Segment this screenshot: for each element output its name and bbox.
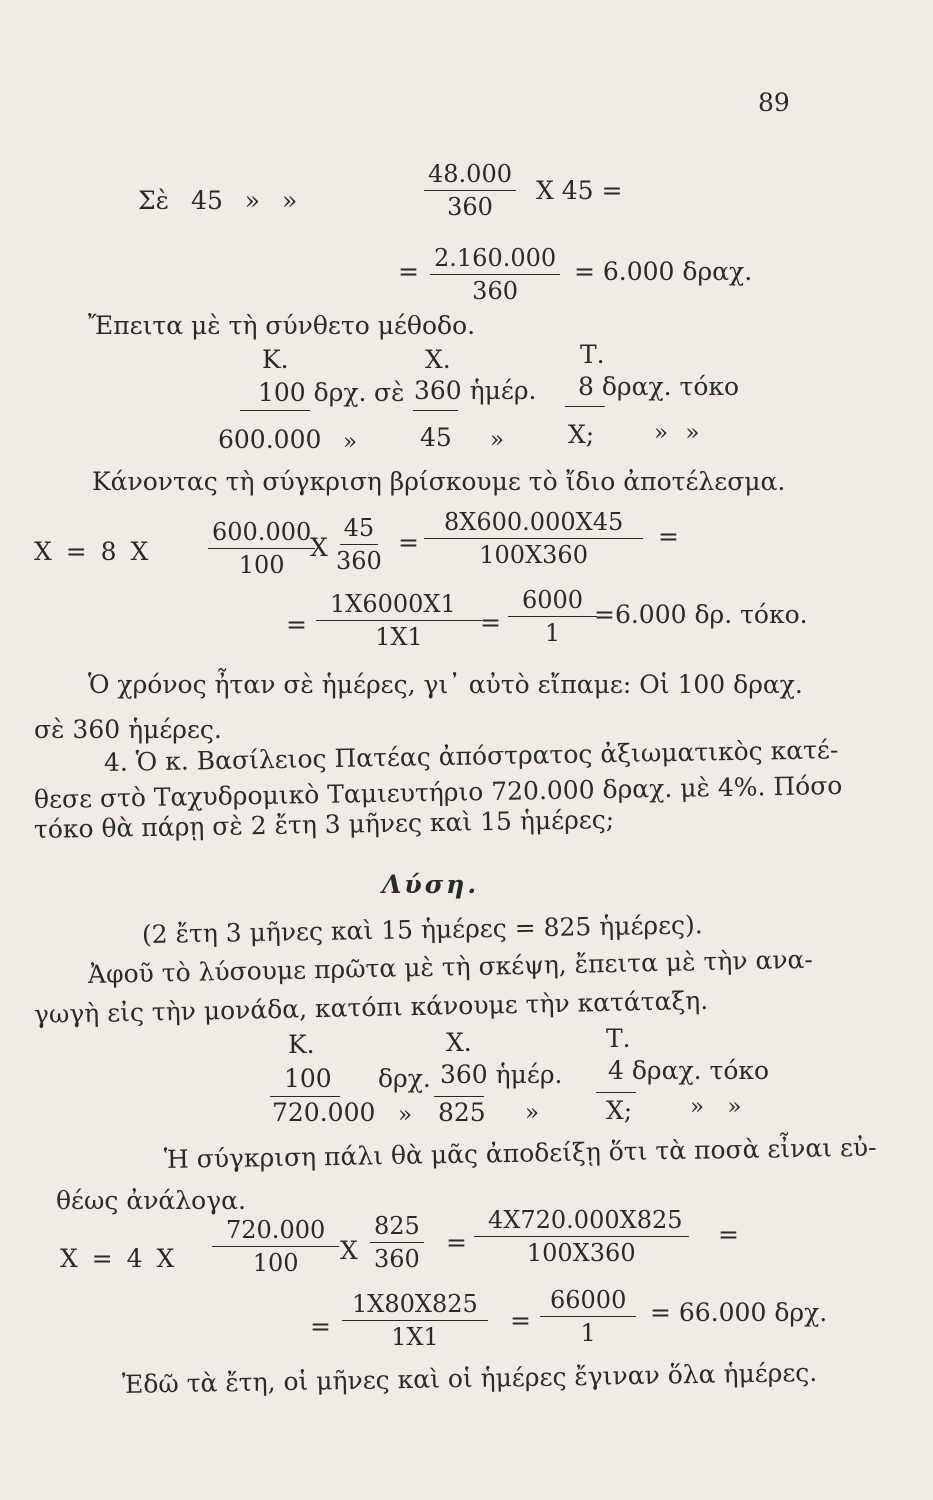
fraction — [370, 1212, 424, 1273]
problem-text: 4. Ὁ κ. Βασίλειος Πατέας ἀπόστρατος ἀξιωματικὸς κατέ- — [103, 735, 839, 777]
fraction-numerator: 600.000 — [208, 518, 315, 549]
table-cell: Χ; — [606, 1096, 633, 1125]
problem-text: τόκο θὰ πάρῃ σὲ 2 ἔτη 3 μῆνες καὶ 15 ἡμέρες; — [33, 804, 615, 844]
equals-sign: = — [310, 1312, 331, 1341]
calc-result: =6.000 δρ. τόκο. — [594, 600, 808, 629]
table-cell: » — [343, 429, 358, 455]
fraction — [540, 1286, 636, 1347]
table-cell: 360 ἡμέρ. — [414, 376, 537, 405]
calc-lhs: Χ = 4 Χ — [60, 1244, 175, 1273]
text-line: Ὁ χρόνος ἦταν σὲ ἡμέρες, γι᾽ αὐτὸ εἴπαμε: Οἱ 100 δραχ. — [88, 670, 803, 699]
table-cell: 100 — [284, 1064, 332, 1093]
fraction-denominator: 1 — [544, 619, 561, 647]
fraction-denominator: 100 — [238, 551, 285, 579]
fraction-48000-360 — [424, 160, 516, 221]
fraction-numerator: 48.000 — [424, 160, 516, 191]
equals-sign: = — [398, 257, 419, 286]
fraction-numerator: 2.160.000 — [430, 244, 560, 275]
table-cell: 600.000 — [218, 425, 322, 454]
table-rule — [434, 1096, 484, 1097]
calc-result: = 6.000 δραχ. — [574, 257, 753, 286]
header-k: Κ. — [288, 1030, 315, 1059]
fraction-numerator: 4Χ720.000Χ825 — [474, 1206, 689, 1237]
multiply-sign: Χ — [340, 1236, 358, 1265]
header-t: Τ. — [580, 340, 605, 369]
table-cell: 4 δραχ. τόκο — [608, 1056, 770, 1085]
text-line: Ἡ σύγκριση πάλι θὰ μᾶς ἀποδείξῃ ὅτι τὰ ποσὰ εἶναι εὐ- — [163, 1132, 877, 1174]
table-cell: δρχ. — [378, 1064, 431, 1093]
final-text-line: Ἐδῶ τὰ ἔτη, οἱ μῆνες καὶ οἱ ἡμέρες ἔγιναν ὅλα ἡμέρες. — [121, 1357, 818, 1399]
table-rule — [240, 410, 310, 411]
fraction — [508, 586, 597, 647]
header-x: Χ. — [425, 345, 451, 374]
table-cell: » — [398, 1102, 413, 1128]
table-cell: 360 ἡμέρ. — [440, 1060, 563, 1089]
calc-line-prefix: Σὲ 45 » » — [138, 186, 298, 215]
fraction-numerator: 45 — [340, 514, 379, 545]
equals-sign: = — [398, 528, 419, 557]
fraction — [474, 1206, 689, 1267]
table-cell: 45 — [420, 423, 452, 452]
fraction-2160000-360 — [430, 244, 560, 305]
table-cell: 8 δραχ. τόκο — [578, 372, 740, 401]
table-rule — [413, 410, 458, 411]
fraction-numerator: 66000 — [540, 1286, 636, 1317]
equals-sign: = — [718, 1220, 739, 1249]
fraction-denominator: 360 — [472, 277, 518, 305]
fraction-denominator: 360 — [374, 1245, 420, 1273]
equals-sign: = — [286, 610, 307, 639]
fraction-numerator: 720.000 — [212, 1216, 339, 1247]
fraction — [336, 514, 382, 575]
text-line: θέως ἀνάλογα. — [56, 1186, 246, 1215]
equals-sign: = — [480, 608, 501, 637]
calc-lhs: Χ = 8 Χ — [34, 537, 149, 566]
table-cell: 720.000 — [272, 1098, 376, 1127]
equals-sign: = — [658, 522, 679, 551]
fraction-numerator: 1Χ6000Χ1 — [316, 590, 482, 621]
table-cell: σὲ — [374, 378, 405, 407]
fraction — [424, 508, 643, 569]
calc-result: = 66.000 δρχ. — [650, 1298, 828, 1327]
table-cell: » » — [690, 1094, 742, 1120]
fraction-numerator: 6000 — [508, 586, 597, 617]
table-rule — [565, 406, 605, 407]
solution-text: γωγὴ εἰς τὴν μονάδα, κατόπι κάνουμε τὴν κατάταξη. — [33, 985, 709, 1029]
fraction-denominator: 360 — [447, 193, 493, 221]
fraction-denominator: 360 — [336, 547, 382, 575]
table-rule — [270, 1096, 340, 1097]
table-cell: 100 δρχ. — [258, 378, 367, 407]
solution-text: (2 ἔτη 3 μῆνες καὶ 15 ἡμέρες = 825 ἡμέρες). — [141, 910, 703, 949]
multiply-sign: Χ — [310, 533, 328, 562]
fraction — [342, 1290, 488, 1351]
solution-text: Ἀφοῦ τὸ λύσουμε πρῶτα μὲ τὴ σκέψη, ἔπειτα μὲ τὴν ανα- — [87, 944, 814, 989]
fraction-denominator: 1Χ1 — [391, 1323, 439, 1351]
calc-suffix: X 45 = — [536, 176, 623, 205]
table-cell: » — [490, 427, 505, 453]
solution-heading: Λύση. — [382, 870, 480, 899]
table-cell: Χ; — [568, 420, 595, 449]
fraction-denominator: 1 — [580, 1319, 596, 1347]
header-x: Χ. — [446, 1028, 472, 1057]
fraction-denominator: 1Χ1 — [375, 623, 423, 651]
fraction-numerator: 1Χ80Χ825 — [342, 1290, 488, 1321]
equals-sign: = — [446, 1228, 467, 1257]
fraction-denominator: 100Χ360 — [479, 541, 588, 569]
fraction — [212, 1216, 339, 1277]
text-line: Κάνοντας τὴ σύγκριση βρίσκουμε τὸ ἴδιο ἀποτέλεσμα. — [92, 467, 786, 496]
fraction-numerator: 8Χ600.000Χ45 — [424, 508, 643, 539]
table-cell: » » — [654, 420, 700, 446]
page-number: 89 — [758, 88, 790, 117]
table-cell: 825 — [438, 1098, 486, 1127]
header-k: Κ. — [262, 345, 289, 374]
fraction — [316, 590, 482, 651]
text-line: σὲ 360 ἡμέρες. — [34, 715, 222, 744]
fraction-denominator: 100 — [252, 1249, 299, 1277]
text-line: Ἔπειτα μὲ τὴ σύνθετο μέθοδο. — [88, 311, 476, 340]
table-cell: » — [525, 1100, 540, 1126]
equals-sign: = — [510, 1306, 531, 1335]
fraction-denominator: 100Χ360 — [526, 1239, 636, 1267]
table-rule — [596, 1092, 636, 1093]
header-t: Τ. — [606, 1024, 631, 1053]
fraction — [208, 518, 315, 579]
problem-text: θεσε στὸ Ταχυδρομικὸ Ταμιευτήριο 720.000 δραχ. μὲ 4%. Πόσο — [33, 770, 843, 814]
fraction-numerator: 825 — [370, 1212, 424, 1243]
